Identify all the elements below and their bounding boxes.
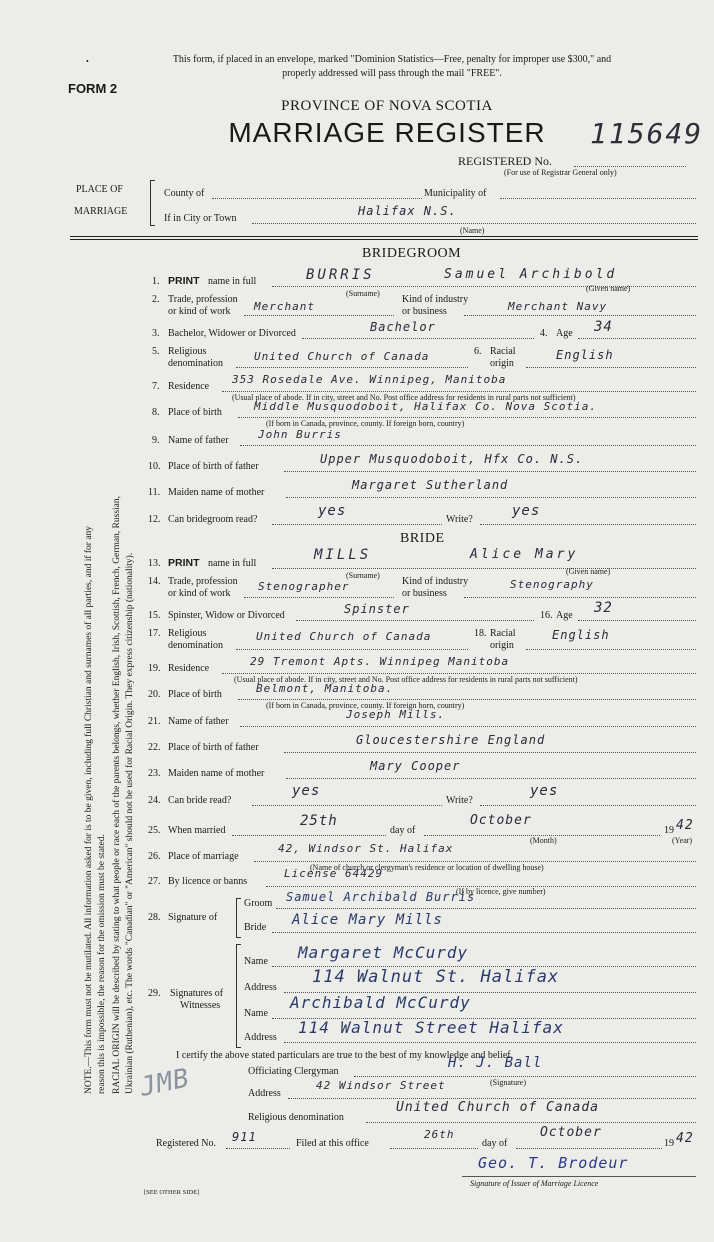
- w2-name-label: Name: [244, 1008, 268, 1019]
- bride-surname: MILLS: [314, 547, 372, 563]
- q23-label: Maiden name of mother: [168, 768, 265, 779]
- groom-racial-origin: English: [556, 348, 614, 362]
- q3-number: 3.: [152, 328, 160, 339]
- clergyman-line: [354, 1076, 696, 1077]
- filed-day-of: day of: [482, 1138, 508, 1149]
- year-prefix: 19: [664, 825, 674, 836]
- signature-caption: (Signature): [490, 1078, 526, 1087]
- groom-surname: BURRIS: [306, 267, 375, 283]
- see-other-side: [SEE OTHER SIDE]: [144, 1189, 200, 1196]
- q9-line: [240, 445, 696, 446]
- groom-surname-caption: (Surname): [346, 289, 380, 298]
- q1-print: PRINT: [168, 275, 200, 287]
- q3-label: Bachelor, Widower or Divorced: [168, 328, 296, 339]
- bride-father-birthplace: Gloucestershire England: [356, 733, 546, 747]
- q18-number: 18.: [474, 628, 487, 639]
- registered-line: [226, 1148, 290, 1149]
- registrar-note: (For use of Registrar General only): [504, 168, 617, 177]
- q22-label: Place of birth of father: [168, 742, 259, 753]
- w2-address-label: Address: [244, 1032, 277, 1043]
- q10-line: [284, 471, 696, 472]
- q24-write-line: [480, 805, 696, 806]
- q6-label-b: origin: [490, 358, 514, 369]
- q12-label: Can bridegroom read?: [168, 514, 258, 525]
- denomination-label: Religious denomination: [248, 1112, 344, 1123]
- bride-given-name: Alice Mary: [470, 547, 579, 562]
- q1-label: name in full: [208, 276, 257, 287]
- mail-notice-line2: properly addressed will pass through the mail "FREE".: [282, 68, 502, 79]
- q20-number: 20.: [148, 689, 161, 700]
- margin-initials: JMB: [137, 1063, 193, 1103]
- signature-brace: [236, 898, 241, 938]
- marriage-place: 42, Windsor St. Halifax: [278, 842, 454, 855]
- q18-label-a: Racial: [490, 628, 516, 639]
- q5-label-b: denomination: [168, 358, 223, 369]
- q14-line: [244, 597, 394, 598]
- q25-label: When married: [168, 825, 226, 836]
- q20-caption: (If born in Canada, province, county. If foreign born, country): [266, 701, 465, 710]
- q11-line: [286, 497, 696, 498]
- margin-note-line3: RACIAL ORIGIN will be described by stating to what people or race each of the parents belongs, whether English, Irish, Scottish, French, German, Russian,: [112, 495, 122, 1094]
- q20-line: [238, 699, 696, 700]
- margin-note-line1: NOTE.—This form must not be mutilated. All information asked for is to be given, including full Christian and surnames of all parties, and if for any: [84, 525, 94, 1094]
- bride-racial-origin: English: [552, 628, 610, 642]
- denomination-line: [366, 1122, 696, 1123]
- bride-can-read: yes: [292, 783, 321, 799]
- q8-line: [238, 417, 696, 418]
- q12-write-label: Write?: [446, 514, 473, 525]
- witness1-name: Margaret McCurdy: [298, 943, 469, 962]
- filed-label: Filed at this office: [296, 1138, 369, 1149]
- place-of-label: PLACE OF: [76, 184, 123, 195]
- q14-label-a: Trade, profession: [168, 576, 238, 587]
- witness2-name: Archibald McCurdy: [290, 993, 471, 1012]
- address-line: [288, 1098, 696, 1099]
- filed-year: 42: [676, 1131, 694, 1146]
- form-number: FORM 2: [68, 81, 118, 96]
- q14-industry-label-a: Kind of industry: [402, 576, 469, 587]
- q26-number: 26.: [148, 851, 161, 862]
- q14-number: 14.: [148, 576, 161, 587]
- divider-top: [70, 236, 698, 237]
- q8-number: 8.: [152, 407, 160, 418]
- bride-residence: 29 Tremont Apts. Winnipeg Manitoba: [250, 655, 510, 668]
- q6-number: 6.: [474, 346, 482, 357]
- q26-caption: (Name of church or clergyman's residence or location of dwelling house): [310, 863, 544, 872]
- q17-number: 17.: [148, 628, 161, 639]
- q2-industry-line: [464, 315, 696, 316]
- municipality-label: Municipality of: [424, 188, 487, 199]
- q7-caption: (Usual place of abode. If in city, street and No. Post office address for residents in rural parts not sufficient): [232, 393, 576, 402]
- q7-number: 7.: [152, 381, 160, 392]
- q4-label: Age: [556, 328, 573, 339]
- marriage-year: 42: [676, 818, 694, 833]
- q5-label-a: Religious: [168, 346, 207, 357]
- filed-year-prefix: 19: [664, 1138, 674, 1149]
- bride-trade: Stenographer: [258, 580, 350, 593]
- groom-given-caption: (Given name): [586, 284, 631, 293]
- q15-number: 15.: [148, 610, 161, 621]
- q23-number: 23.: [148, 768, 161, 779]
- groom-sig-label: Groom: [244, 898, 273, 909]
- q22-line: [284, 752, 696, 753]
- q2-label-a: Trade, profession: [168, 294, 238, 305]
- registered-no-line: [574, 166, 686, 167]
- bride-father: Joseph Mills.: [346, 708, 446, 721]
- filed-day: 26th: [424, 1128, 455, 1141]
- register-number-handwritten: 115649: [590, 117, 704, 150]
- county-line: [212, 198, 422, 199]
- q13-label: name in full: [208, 558, 257, 569]
- groom-status: Bachelor: [370, 320, 436, 334]
- groom-sig-line: [276, 908, 696, 909]
- bride-religion: United Church of Canada: [256, 630, 432, 643]
- municipality-line: [500, 198, 696, 199]
- q17-line: [236, 649, 468, 650]
- q7-label: Residence: [168, 381, 210, 392]
- bride-given-caption: (Given name): [566, 567, 611, 576]
- groom-industry: Merchant Navy: [508, 300, 608, 313]
- clergyman-address: 42 Windsor Street: [316, 1079, 446, 1092]
- q8-caption: (If born in Canada, province, county. If foreign born, country): [266, 419, 465, 428]
- q20-label: Place of birth: [168, 689, 222, 700]
- q17-label-b: denomination: [168, 640, 223, 651]
- q2-industry-label-b: or business: [402, 306, 447, 317]
- bride-sig-line: [272, 932, 696, 933]
- bridegroom-heading: BRIDEGROOM: [362, 246, 462, 261]
- registered-no-label: REGISTERED No.: [458, 154, 552, 168]
- q14-label-b: or kind of work: [168, 588, 231, 599]
- filed-day-line: [390, 1148, 478, 1149]
- issuer-signature: Geo. T. Brodeur: [478, 1154, 629, 1172]
- q10-number: 10.: [148, 461, 161, 472]
- q24-write-label: Write?: [446, 795, 473, 806]
- name-caption: (Name): [460, 226, 485, 235]
- q7-line: [222, 391, 696, 392]
- bride-birthplace: Belmont, Manitoba.: [256, 682, 394, 695]
- q9-number: 9.: [152, 435, 160, 446]
- groom-can-write: yes: [512, 503, 541, 519]
- filed-month-line: [516, 1148, 662, 1149]
- q4-number: 4.: [540, 328, 548, 339]
- licence-number: License 64429: [284, 867, 384, 880]
- q5-number: 5.: [152, 346, 160, 357]
- witness2-address: 114 Walnut Street Halifax: [298, 1018, 564, 1037]
- q3-line: [302, 338, 534, 339]
- year-caption: (Year): [672, 836, 693, 845]
- q25-day-line: [232, 835, 386, 836]
- bullet-mark: •: [86, 57, 89, 66]
- month-caption: (Month): [530, 836, 557, 845]
- q26-label: Place of marriage: [168, 851, 239, 862]
- bride-heading: BRIDE: [400, 531, 445, 546]
- q21-label: Name of father: [168, 716, 229, 727]
- q24-label: Can bride read?: [168, 795, 232, 806]
- q15-line: [296, 620, 534, 621]
- q21-line: [240, 726, 696, 727]
- city-label: If in City or Town: [164, 213, 237, 224]
- clergyman-denomination: United Church of Canada: [396, 1100, 600, 1115]
- issuer-caption: Signature of Issuer of Marriage Licence: [470, 1179, 599, 1188]
- groom-religion: United Church of Canada: [254, 350, 430, 363]
- q1-number: 1.: [152, 276, 160, 287]
- q27-caption: (If by licence, give number): [456, 887, 546, 896]
- q18-label-b: origin: [490, 640, 514, 651]
- q27-label: By licence or banns: [168, 876, 248, 887]
- bride-can-write: yes: [530, 783, 559, 799]
- registered-label: Registered No.: [156, 1138, 216, 1149]
- q28-number: 28.: [148, 912, 161, 923]
- groom-age: 34: [594, 319, 613, 335]
- q16-line: [578, 620, 696, 621]
- q8-label: Place of birth: [168, 407, 222, 418]
- q11-label: Maiden name of mother: [168, 487, 265, 498]
- q6-line: [526, 367, 696, 368]
- clergyman-label: Officiating Clergyman: [248, 1066, 339, 1077]
- q11-number: 11.: [148, 487, 161, 498]
- groom-father-birthplace: Upper Musquodoboit, Hfx Co. N.S.: [320, 452, 584, 466]
- clergyman-signature: H. J. Ball: [448, 1055, 543, 1071]
- bride-status: Spinster: [344, 602, 410, 616]
- witness1-address: 114 Walnut St. Halifax: [312, 967, 560, 987]
- q25-number: 25.: [148, 825, 161, 836]
- q26-line: [254, 861, 696, 862]
- q12-number: 12.: [148, 514, 161, 525]
- groom-signature: Samuel Archibald Burris: [286, 890, 476, 904]
- q24-read-line: [252, 805, 442, 806]
- q15-label: Spinster, Widow or Divorced: [168, 610, 285, 621]
- q4-line: [578, 338, 696, 339]
- place-brace: [150, 180, 155, 226]
- groom-given-name: Samuel Archibold: [444, 267, 618, 282]
- bride-age: 32: [594, 600, 613, 616]
- q5-line: [236, 367, 468, 368]
- q17-label-a: Religious: [168, 628, 207, 639]
- q13-print: PRINT: [168, 557, 200, 569]
- q19-number: 19.: [148, 663, 161, 674]
- q19-line: [222, 673, 696, 674]
- q2-label-b: or kind of work: [168, 306, 231, 317]
- q27-number: 27.: [148, 876, 161, 887]
- bride-surname-caption: (Surname): [346, 571, 380, 580]
- q21-number: 21.: [148, 716, 161, 727]
- q10-label: Place of birth of father: [168, 461, 259, 472]
- q12-write-line: [480, 524, 696, 525]
- groom-residence: 353 Rosedale Ave. Winnipeg, Manitoba: [232, 373, 507, 386]
- q2-industry-label-a: Kind of industry: [402, 294, 469, 305]
- bride-industry: Stenography: [510, 578, 594, 591]
- q24-number: 24.: [148, 795, 161, 806]
- margin-note-line2: reason this is impossible, the reason for the omission must be stated.: [97, 834, 107, 1094]
- filed-month: October: [540, 1125, 602, 1140]
- issuer-line: [462, 1176, 696, 1177]
- q28-label: Signature of: [168, 912, 218, 923]
- marriage-day: 25th: [300, 813, 338, 829]
- mail-notice-line1: This form, if placed in an envelope, marked "Dominion Statistics—Free, penalty for improper use $300," and: [172, 54, 612, 65]
- q22-number: 22.: [148, 742, 161, 753]
- address-label: Address: [248, 1088, 281, 1099]
- registered-number: 911: [232, 1130, 257, 1144]
- marriage-label: MARRIAGE: [74, 206, 128, 217]
- q19-label: Residence: [168, 663, 210, 674]
- q29-label-b: Witnesses: [180, 1000, 221, 1011]
- q9-label: Name of father: [168, 435, 229, 446]
- q16-number: 16.: [540, 610, 553, 621]
- form-title: MARRIAGE REGISTER: [228, 117, 546, 148]
- groom-can-read: yes: [318, 503, 347, 519]
- q16-label: Age: [556, 610, 573, 621]
- q12-read-line: [272, 524, 442, 525]
- w1-address-label: Address: [244, 982, 277, 993]
- marriage-month: October: [470, 813, 532, 828]
- q23-line: [286, 778, 696, 779]
- q18-line: [526, 649, 696, 650]
- q6-label-a: Racial: [490, 346, 516, 357]
- county-label: County of: [164, 188, 205, 199]
- province-heading: PROVINCE OF NOVA SCOTIA: [281, 98, 493, 114]
- q14-industry-label-b: or business: [402, 588, 447, 599]
- margin-note-line4: Ukrainian (Ruthenian), etc. The words "Canadian" or "American" should not be used for Racial Origin. They express citizenship (nationality).: [125, 552, 135, 1094]
- q29-number: 29.: [148, 988, 161, 999]
- w2-address-line: [284, 1042, 696, 1043]
- q13-number: 13.: [148, 558, 161, 569]
- city-value: Halifax N.S.: [358, 204, 457, 218]
- q25-day-of: day of: [390, 825, 416, 836]
- w1-name-label: Name: [244, 956, 268, 967]
- groom-birthplace: Middle Musquodoboit, Halifax Co. Nova Scotia.: [254, 400, 598, 413]
- groom-father: John Burris: [258, 428, 342, 441]
- q13-line: [272, 568, 696, 569]
- q29-label-a: Signatures of: [170, 988, 224, 999]
- q2-number: 2.: [152, 294, 160, 305]
- q19-caption: (Usual place of abode. If in city, street and No. Post office address for residents in rural parts not sufficient): [234, 675, 578, 684]
- certification-text: I certify the above stated particulars are true to the best of my knowledge and belief.: [176, 1050, 514, 1061]
- bride-mother: Mary Cooper: [370, 759, 461, 773]
- q2-line: [244, 315, 394, 316]
- city-line: [252, 223, 696, 224]
- groom-mother: Margaret Sutherland: [352, 478, 509, 492]
- witness-brace: [236, 944, 241, 1048]
- bride-signature: Alice Mary Mills: [292, 912, 443, 928]
- divider-top-2: [70, 239, 698, 240]
- q1-line: [272, 286, 696, 287]
- groom-trade: Merchant: [254, 300, 315, 313]
- q14-industry-line: [464, 597, 696, 598]
- bride-sig-label: Bride: [244, 922, 267, 933]
